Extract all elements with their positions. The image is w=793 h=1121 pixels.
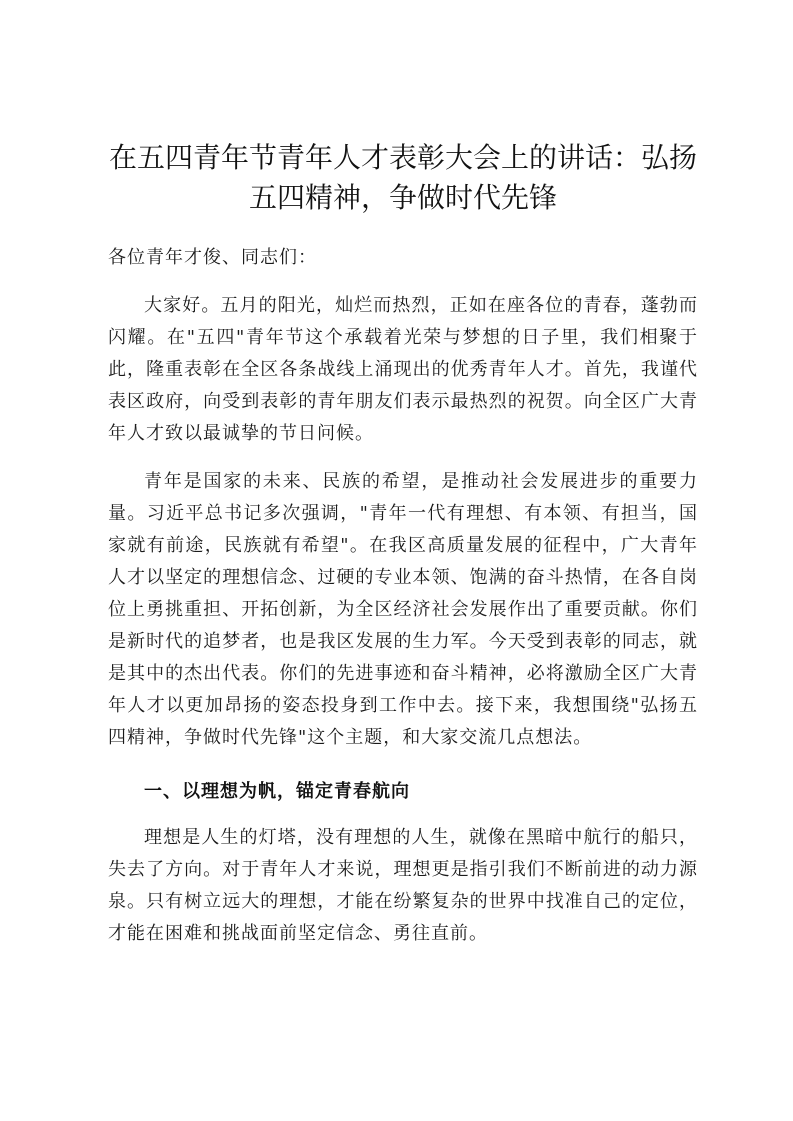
section-heading: 一、以理想为帆，锚定青春航向 xyxy=(144,781,410,802)
salutation: 各位青年才俊、同志们： xyxy=(108,247,317,268)
paragraph-youth-importance: 青年是国家的未来、民族的希望，是推动社会发展进步的重要力量。习近平总书记多次强调，"青年一代有理想、有本领、有担当，国家就有前途，民族就有希望"。在我区高质量发展的征程中，广大青年人才以坚定的理想信念、过硬的专业本领、饱满的奋斗热情，在各自岗位上勇挑重担、开拓创新，为全区经济社会发展作出了重要贡献。你们是新时代的追梦者，也是我区发展的生力军。今天受到表彰的同志，就是其中的杰出代表。你们的先进事迹和奋斗精神，必将激励全区广大青年人才以更加昂扬的姿态投身到工作中去。接下来，我想围绕"弘扬五四精神，争做时代先锋"这个主题，和大家交流几点想法。 xyxy=(108,471,698,748)
document-title: 在五四青年节青年人才表彰大会上的讲话：弘扬五四精神，争做时代先锋 xyxy=(108,141,697,214)
section-paragraph: 理想是人生的灯塔，没有理想的人生，就像在黑暗中航行的船只，失去了方向。对于青年人才来说，理想更是指引我们不断前进的动力源泉。只有树立远大的理想，才能在纷繁复杂的世界中找准自己的定位，才能在困难和挑战面前坚定信念、勇往直前。 xyxy=(108,827,698,944)
paragraph-opening: 大家好。五月的阳光，灿烂而热烈，正如在座各位的青春，蓬勃而闪耀。在"五四"青年节这个承载着光荣与梦想的日子里，我们相聚于此，隆重表彰在全区各条战线上涌现出的优秀青年人才。首先，我谨代表区政府，向受到表彰的青年朋友们表示最热烈的祝贺。向全区广大青年人才致以最诚挚的节日问候。 xyxy=(108,295,698,444)
document-body xyxy=(108,138,698,950)
